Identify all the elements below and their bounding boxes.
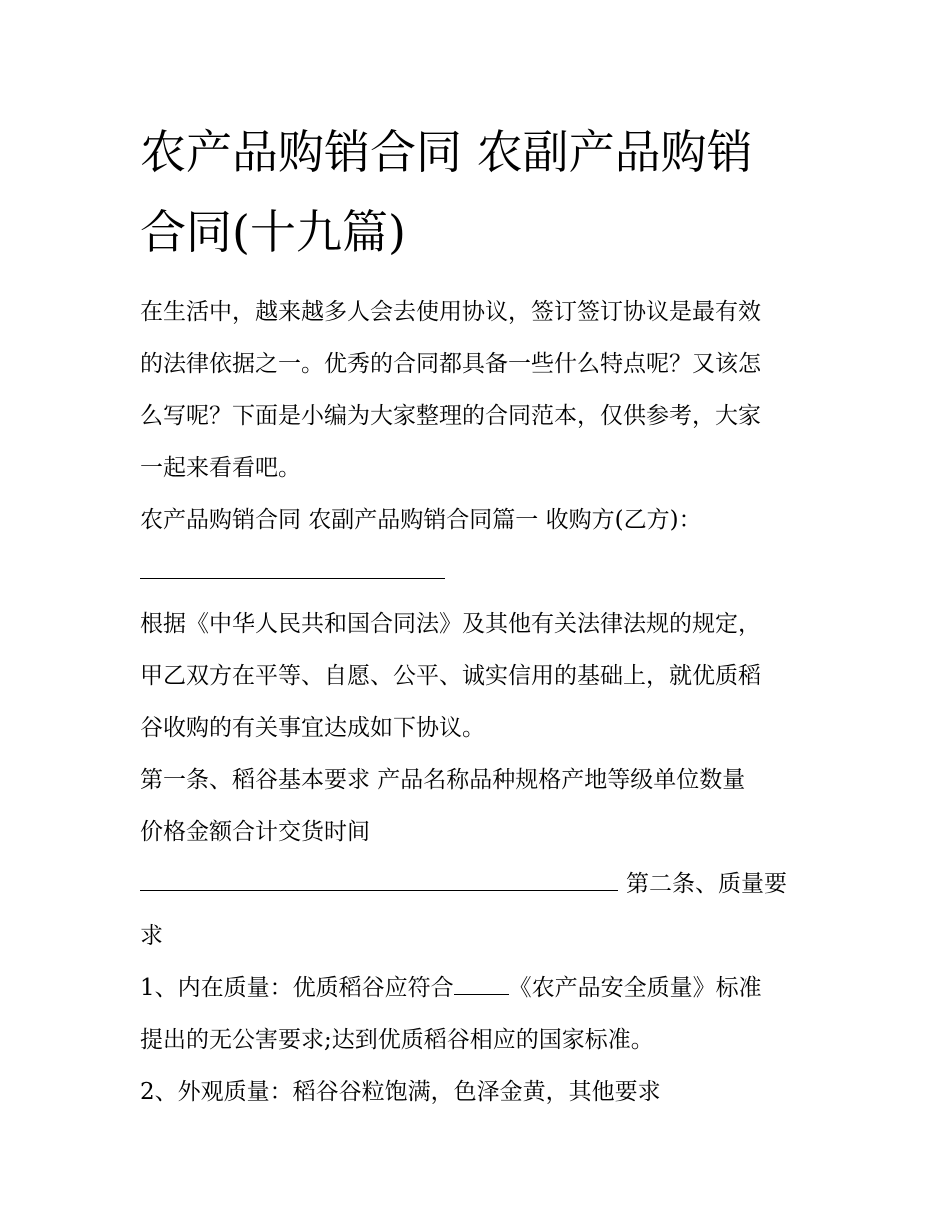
article-2-paragraph: [140, 858, 815, 962]
buyer-blank-line: [140, 546, 815, 598]
fill-blank: [454, 974, 509, 995]
item-1-line: [140, 962, 815, 1014]
fill-blank: [140, 558, 445, 579]
intro-line: 在生活中，越来越多人会去使用协议，签订签订协议是最有效: [140, 299, 761, 325]
section-heading-paragraph: [140, 494, 815, 598]
item-2-line: 2、外观质量：稻谷谷粒饱满，色泽金黄，其他要求: [140, 1079, 661, 1105]
intro-paragraph: [140, 286, 815, 494]
title-line: 合同(十九篇): [140, 205, 406, 259]
article-2-line: [140, 858, 815, 910]
basis-line: 甲乙双方在平等、自愿、公平、诚实信用的基础上，就优质稻: [140, 663, 761, 689]
item-2-paragraph: [140, 1066, 815, 1118]
article-1-line: 第一条、稻谷基本要求 产品名称品种规格产地等级单位数量: [140, 767, 746, 793]
document-title: [140, 112, 815, 272]
article-2-heading: 第二条、质量要: [626, 871, 787, 897]
item-1-line: 提出的无公害要求;达到优质稻谷相应的国家标准。: [140, 1027, 654, 1053]
article-2-line: 求: [140, 923, 163, 949]
title-line: 农产品购销合同 农副产品购销: [140, 125, 753, 179]
basis-line: 谷收购的有关事宜达成如下协议。: [140, 715, 485, 741]
intro-line: 的法律依据之一。优秀的合同都具备一些什么特点呢？又该怎: [140, 351, 761, 377]
document-body: [140, 112, 815, 1118]
basis-paragraph: [140, 598, 815, 754]
item-1-prefix: 1、内在质量：优质稻谷应符合: [140, 975, 454, 1001]
intro-line: 么写呢？下面是小编为大家整理的合同范本，仅供参考，大家: [140, 403, 761, 429]
article-1-paragraph: [140, 754, 815, 858]
basis-line: 根据《中华人民共和国合同法》及其他有关法律法规的规定，: [140, 611, 761, 637]
intro-line: 一起来看看吧。: [140, 455, 301, 481]
item-1-paragraph: [140, 962, 815, 1066]
fill-blank: [140, 870, 618, 891]
section-heading: 农产品购销合同 农副产品购销合同篇一 收购方(乙方)：: [140, 507, 702, 533]
article-1-line: 价格金额合计交货时间: [140, 819, 370, 845]
item-1-suffix: 《农产品安全质量》标准: [508, 975, 762, 1001]
